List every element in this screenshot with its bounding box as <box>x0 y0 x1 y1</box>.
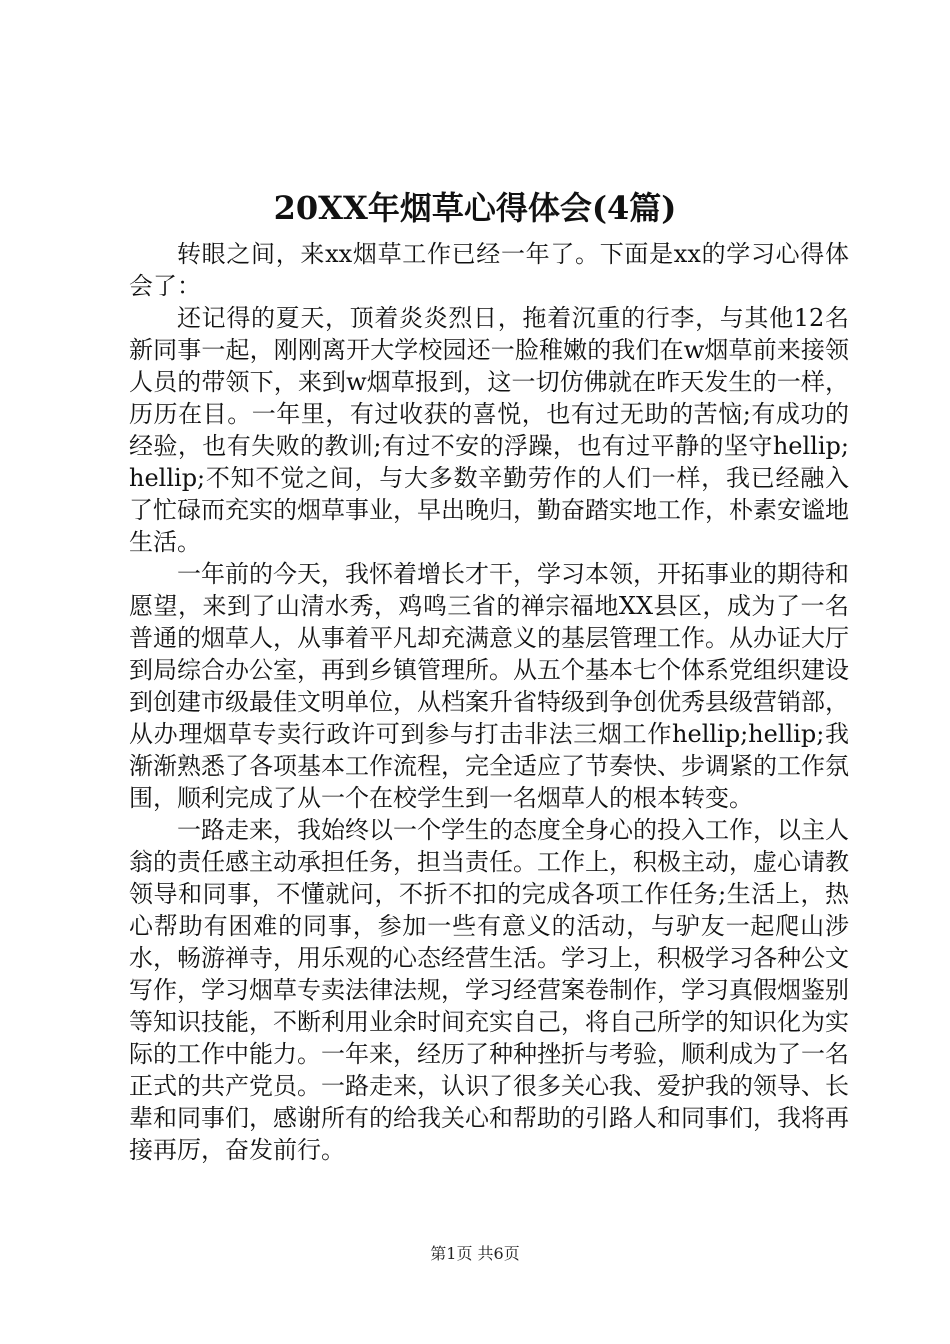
document-title: 20XX年烟草心得体会(4篇) <box>273 189 677 227</box>
paragraph-2: 还记得的夏天，顶着炎炎烈日，拖着沉重的行李，与其他12名新同事一起，刚刚离开大学校园还一脸稚嫩的我们在w烟草前来接领人员的带领下，来到w烟草报到，这一切仿佛就在昨天发生的一样，历历在目。一年里，有过收获的喜悦，也有过无助的苦恼;有成功的经验，也有失败的教训;有过不安的浮躁，也有过平静的坚守hellip;hellip;不知不觉之间，与大多数辛勤劳作的人们一样，我已经融入了忙碌而充实的烟草事业，早出晚归，勤奋踏实地工作，朴素安谧地生活。 <box>129 304 849 556</box>
document-body <box>129 238 849 1166</box>
paragraph-3: 一年前的今天，我怀着增长才干，学习本领，开拓事业的期待和愿望，来到了山清水秀，鸡鸣三省的禅宗福地XX县区，成为了一名普通的烟草人，从事着平凡却充满意义的基层管理工作。从办证大厅到局综合办公室，再到乡镇管理所。从五个基本七个体系党组织建设到创建市级最佳文明单位，从档案升省特级到争创优秀县级营销部，从办理烟草专卖行政许可到参与打击非法三烟工作hellip;hellip;我渐渐熟悉了各项基本工作流程，完全适应了节奏快、步调紧的工作氛围，顺利完成了从一个在校学生到一名烟草人的根本转变。 <box>129 560 849 812</box>
paragraph-4: 一路走来，我始终以一个学生的态度全身心的投入工作，以主人翁的责任感主动承担任务，担当责任。工作上，积极主动，虚心请教领导和同事，不懂就问，不折不扣的完成各项工作任务;生活上，热心帮助有困难的同事，参加一些有意义的活动，与驴友一起爬山涉水，畅游禅寺，用乐观的心态经营生活。学习上，积极学习各种公文写作，学习烟草专卖法律法规，学习经营案卷制作，学习真假烟鉴别等知识技能，不断利用业余时间充实自己，将自己所学的知识化为实际的工作中能力。一年来，经历了种种挫折与考验，顺利成为了一名正式的共产党员。一路走来，认识了很多关心我、爱护我的领导、长辈和同事们，感谢所有的给我关心和帮助的引路人和同事们，我将再接再厉，奋发前行。 <box>129 816 849 1164</box>
paragraph-1: 转眼之间，来xx烟草工作已经一年了。下面是xx的学习心得体会了： <box>129 240 849 300</box>
page-number-footer: 第1页 共6页 <box>430 1244 520 1263</box>
